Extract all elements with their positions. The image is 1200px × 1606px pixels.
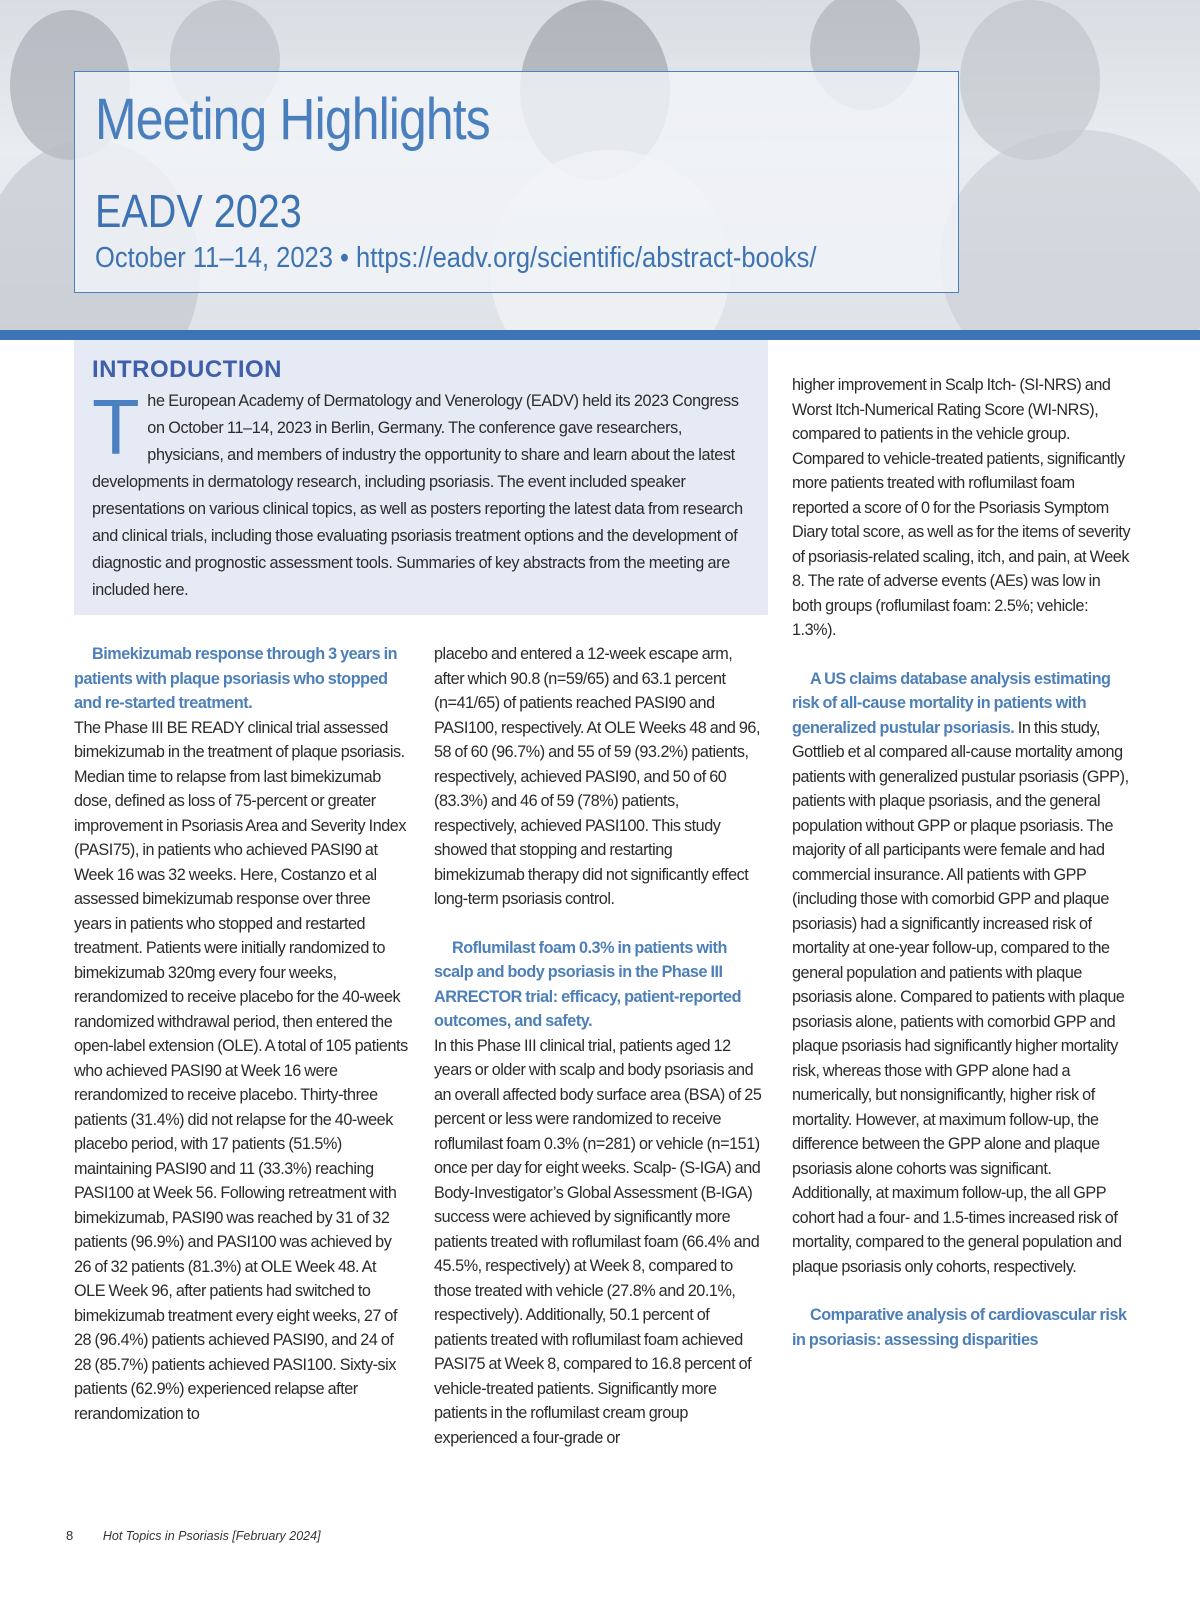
article-body-bimekizumab: The Phase III BE READY clinical trial assessed bimekizumab in the treatment of plaque psoriasis. Median time to relapse from last bimekizumab dose, defined as loss of 75-percent or greater improvement in Psoriasis Area and Severity Index (PASI75), in patients who achieved PASI90 at Week 16 was 32 weeks. Here, Costanzo et al assessed bimekizumab response over three years in patients who stopped and restarted treatment. Patients were initially randomized to bimekizumab 320mg every four weeks, rerandomized to receive placebo for the 40-week randomized withdrawal period, then entered the open-label extension (OLE). A total of 105 patients who achieved PASI90 at Week 16 were rerandomized to receive placebo. Thirty-three patients (31.4%) did not relapse for the 40-week placebo period, with 17 patients (51.5%) maintaining PASI90 and 11 (33.3%) reaching PASI100 at Week 56. Following retreatment with bimekizumab, PASI90 was reached by 31 of 32 patients (96.9%) and PASI100 was achieved by 26 of 32 patients (81.3%) at OLE Week 48. At OLE Week 96, after patients had switched to bimekizumab treatment every eight weeks, 27 of 28 (96.4%) patients achieved PASI90, and 24 of 28 (85.7%) patients achieved PASI100. Sixty-six patients (62.9%) experienced relapse after rerandomization to bbox=[74, 718, 408, 1423]
article-continuation-roflumilast: higher improvement in Scalp Itch- (SI-NRS) and Worst Itch-Numerical Rating Score (WI-NRS), compared to patients in the vehicle group. Compared to vehicle-treated patients, significantly more patients treated with roflumilast foam reported a score of 0 for the Psoriasis Symptom Diary total score, as well as for the items of severity of psoriasis-related scaling, itch, and pain, at Week 8. The rate of adverse events (AEs) was low in both groups (roflumilast foam: 2.5%; vehicle: 1.3%). bbox=[792, 376, 1131, 639]
header-banner bbox=[0, 0, 1200, 332]
page-footer bbox=[66, 1528, 321, 1543]
column-2 bbox=[434, 642, 764, 1450]
title-box bbox=[74, 71, 959, 293]
page-title: Meeting Highlights bbox=[95, 87, 490, 152]
journal-name: Hot Topics in Psoriasis [February 2024] bbox=[102, 1529, 321, 1543]
column-1 bbox=[74, 642, 409, 1426]
intro-heading: INTRODUCTION bbox=[92, 356, 282, 383]
article-gpp bbox=[792, 667, 1132, 1280]
intro-text bbox=[92, 383, 750, 604]
introduction-box bbox=[74, 340, 768, 615]
page-number: 8 bbox=[66, 1528, 74, 1543]
article-heading-roflumilast: Roflumilast foam 0.3% in patients with scalp and body psoriasis in the Phase III ARRECTOR trial: efficacy, patient-reported outcomes, and safety. bbox=[434, 938, 742, 1030]
article-heading-bimekizumab: Bimekizumab response through 3 years in patients with plaque psoriasis who stopped and re-started treatment. bbox=[74, 645, 398, 712]
article-body-gpp: In this study, Gottlieb et al compared all-cause mortality among patients with generalized pustular psoriasis (GPP), patients with plaque psoriasis, and the general population without GPP or plaque psoriasis. The majority of all participants were female and had commercial insurance. All patients with GPP (including those with comorbid GPP and plaque psoriasis) had a significantly increased risk of mortality at one-year follow-up, compared to the general population and patients with plaque psoriasis alone. Compared to patients with plaque psoriasis alone, patients with comorbid GPP and plaque psoriasis had significantly higher mortality risk, whereas those with GPP alone had a numerically, but nonsignificantly, higher risk of mortality. However, at maximum follow-up, the difference between the GPP alone and plaque psoriasis alone cohorts was significant. Additionally, at maximum follow-up, the all GPP cohort had a four- and 1.5-times increased risk of mortality, compared to the general population and plaque psoriasis only cohorts, respectively. bbox=[792, 718, 1129, 1276]
intro-body: he European Academy of Dermatology and Venerology (EADV) held its 2023 Congress on October 11–14, 2023 in Berlin, Germany. The conference gave researchers, physicians, and members of industry the opportunity to share and learn about the latest developments in dermatology research, including psoriasis. The event included speaker presentations on various clinical topics, as well as posters reporting the latest data from research and clinical trials, including those evaluating psoriasis treatment options and the development of diagnostic and prognostic assessment tools. Summaries of key abstracts from the meeting are included here. bbox=[92, 392, 743, 599]
article-heading-cardiovascular: Comparative analysis of cardiovascular risk in psoriasis: assessing disparities bbox=[792, 1306, 1127, 1349]
background-figure bbox=[940, 130, 1200, 332]
column-3 bbox=[792, 373, 1132, 1352]
event-name: EADV 2023 bbox=[95, 185, 302, 237]
event-dates-url: October 11–14, 2023 • https://eadv.org/scientific/abstract-books/ bbox=[95, 242, 817, 274]
drop-cap: T bbox=[92, 383, 140, 471]
article-body-roflumilast: In this Phase III clinical trial, patients aged 12 years or older with scalp and body psoriasis and an overall affected body surface area (BSA) of 25 percent or less were randomized to receive roflumilast foam 0.3% (n=281) or vehicle (n=151) once per day for eight weeks. Scalp- (S-IGA) and Body-Investigator’s Global Assessment (B-IGA) success were achieved by significantly more patients treated with roflumilast foam (66.4% and 45.5%, respectively) at Week 8, compared to those treated with vehicle (27.8% and 20.1%, respectively). Additionally, 50.1 percent of patients treated with roflumilast foam achieved PASI75 at Week 8, compared to 16.8 percent of vehicle-treated patients. Significantly more patients in the roflumilast cream group experienced a four-grade or bbox=[434, 1036, 762, 1447]
article-heading-gpp: A US claims database analysis estimating risk of all-cause mortality in patients with generalized pustular psoriasis. bbox=[792, 669, 1111, 737]
banner-divider bbox=[0, 330, 1200, 340]
article-continuation-bimekizumab: placebo and entered a 12-week escape arm, after which 90.8 (n=59/65) and 63.1 percent (n=41/65) of patients reached PASI90 and PASI100, respectively. At OLE Weeks 48 and 96, 58 of 60 (96.7%) and 55 of 59 (93.2%) patients, respectively, achieved PASI90, and 50 of 60 (83.3%) and 46 of 59 (78%) patients, respectively, achieved PASI100. This study showed that stopping and restarting bimekizumab therapy did not significantly effect long-term psoriasis control. bbox=[434, 645, 761, 908]
